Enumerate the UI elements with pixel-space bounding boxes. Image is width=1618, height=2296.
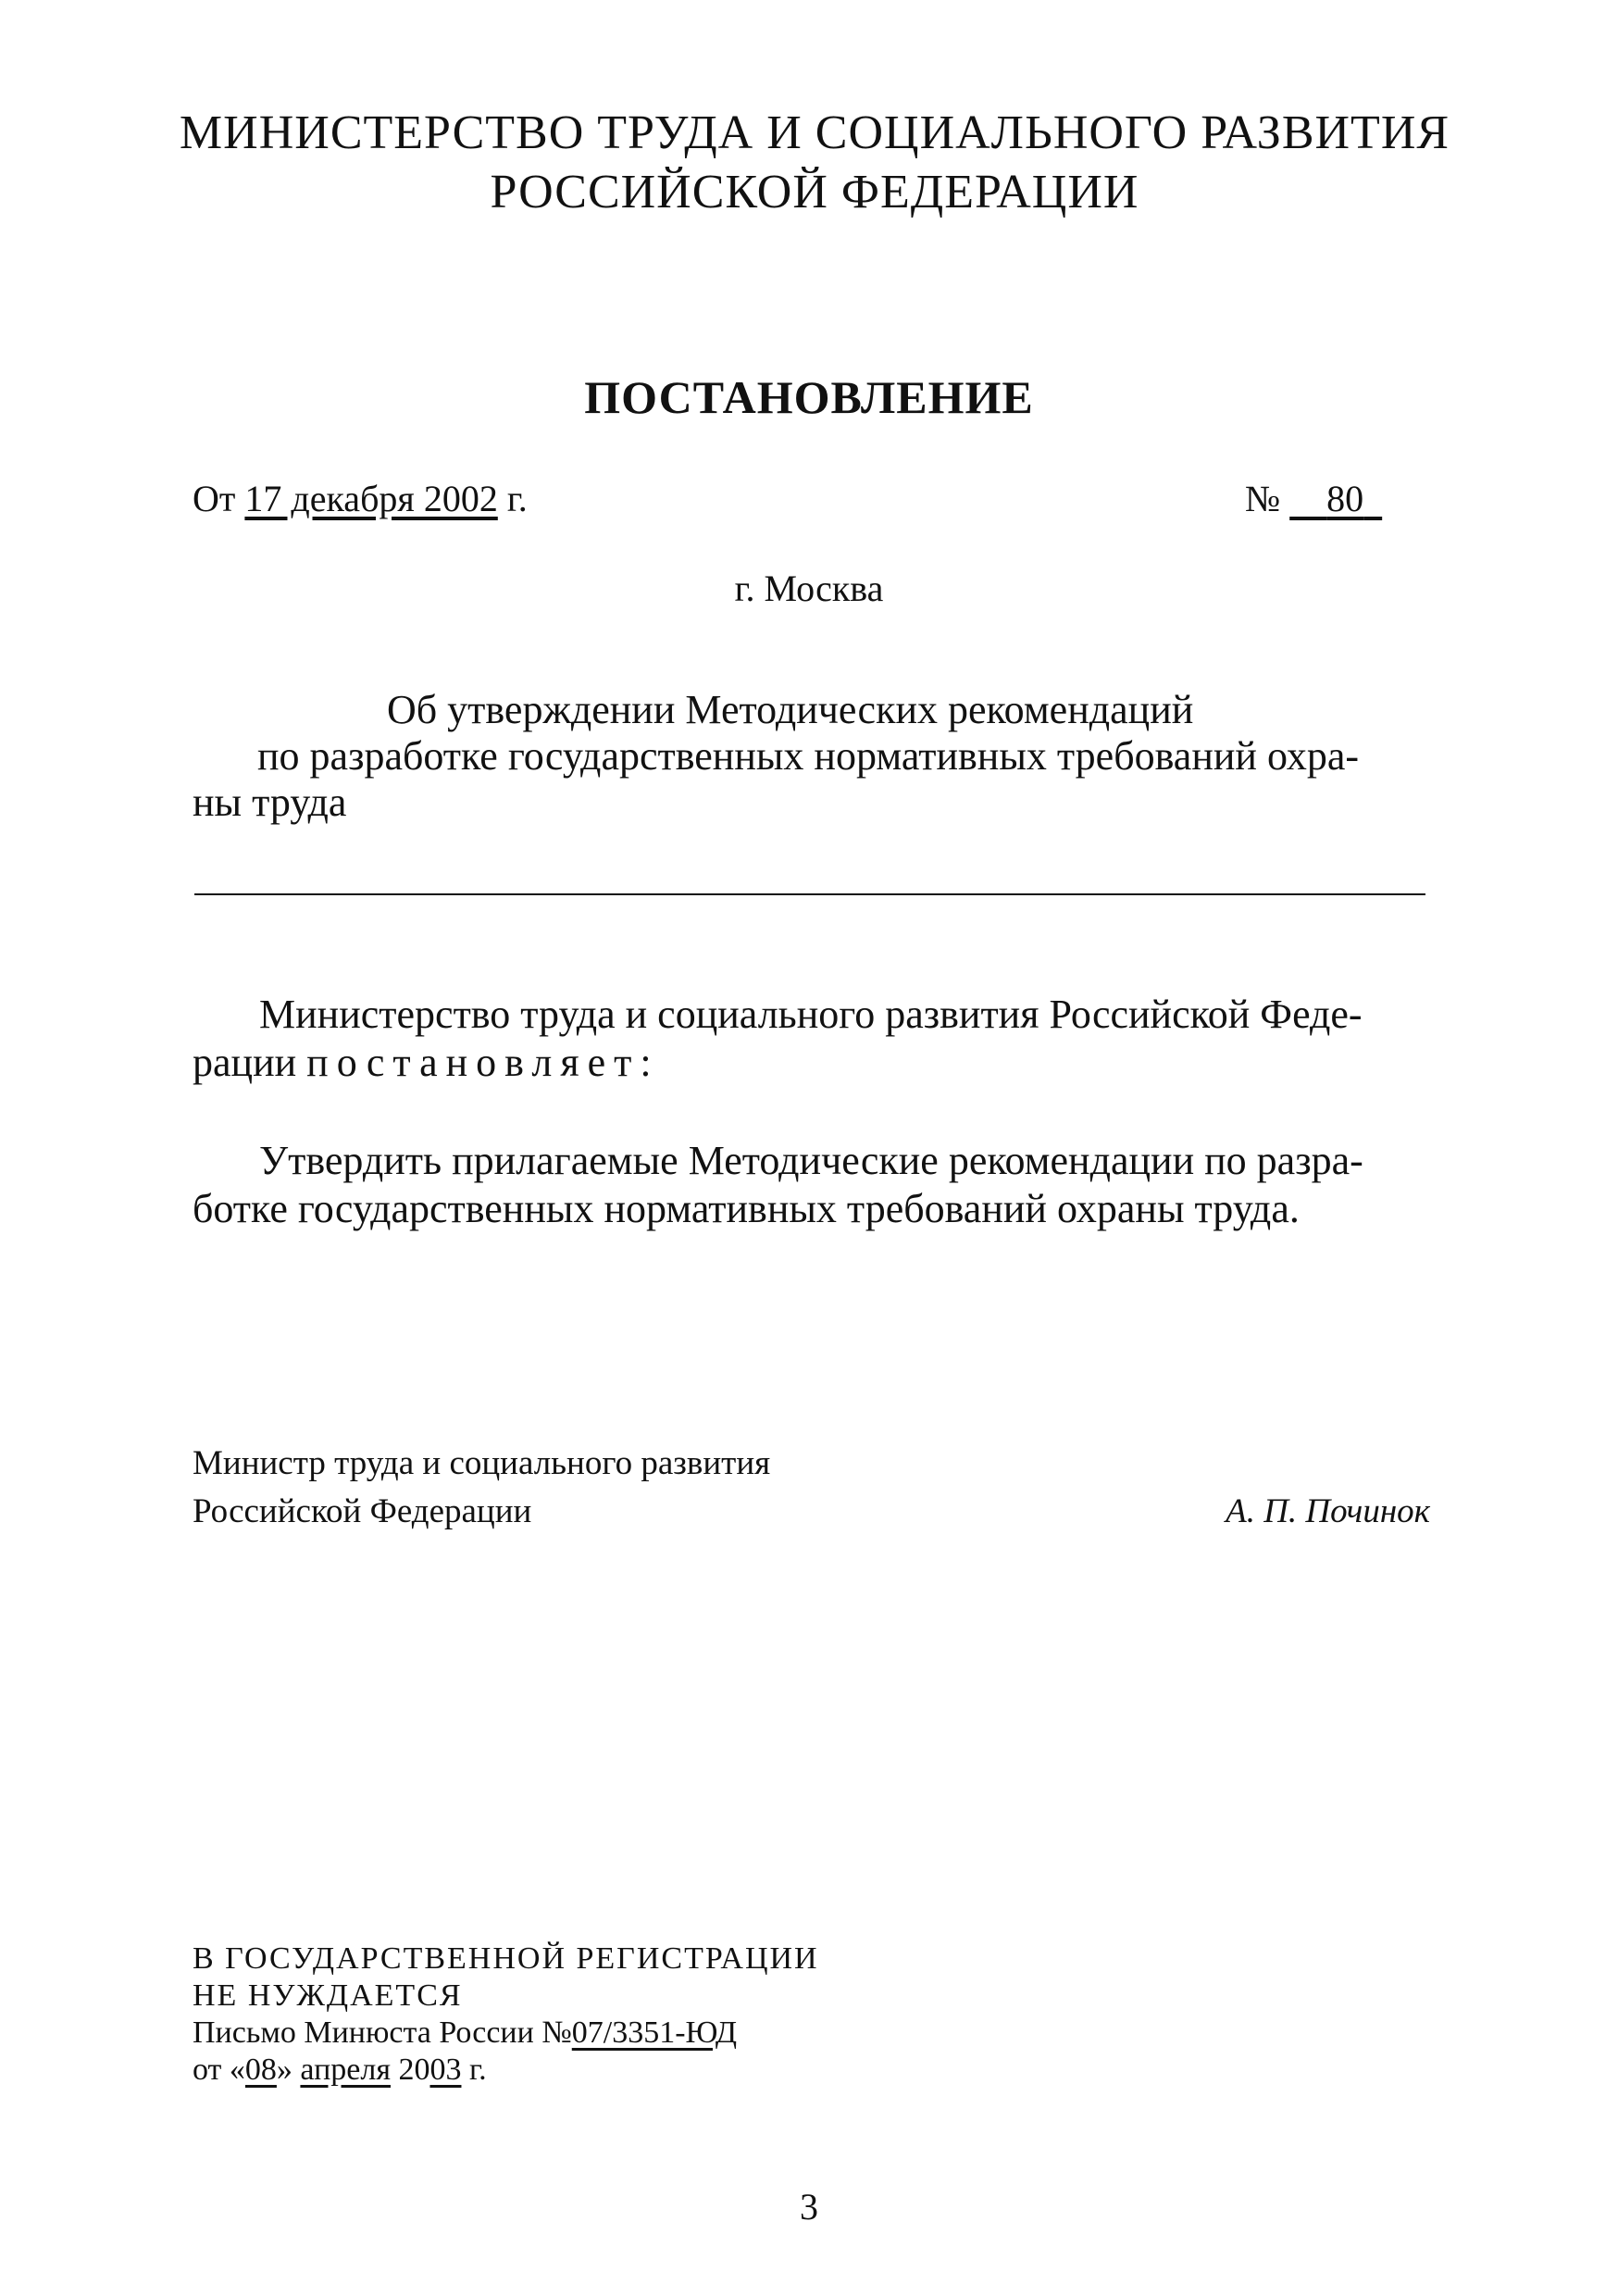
date-prefix: От	[193, 478, 236, 519]
registration-letter	[193, 2015, 819, 2052]
date-value: 17 декабря 2002	[244, 478, 498, 519]
registration-date-month: апреля	[300, 2053, 391, 2087]
document-subject	[193, 687, 1433, 826]
registration-date	[193, 2052, 819, 2089]
signatory-position-line2: Российской Федерации	[193, 1492, 532, 1530]
registration-line1: В ГОСУДАРСТВЕННОЙ РЕГИСТРАЦИИ	[193, 1941, 819, 1976]
registration-note	[193, 1940, 819, 2089]
number-label: №	[1245, 478, 1281, 519]
registration-letter-number: 07/3351-ЮД	[571, 2015, 738, 2050]
registration-date-year-suffix: 03	[429, 2053, 462, 2087]
registration-date-mid: »	[276, 2053, 301, 2087]
registration-date-end: г.	[461, 2053, 487, 2087]
signatory-position	[193, 1440, 770, 1536]
subject-line1: Об утверждении Методических рекомендаций	[387, 687, 1194, 732]
document-date	[193, 477, 528, 520]
preamble-line1: Министерство труда и социального развития Российской Феде-	[259, 992, 1363, 1037]
preamble-resolves-word: постановляет:	[306, 1040, 660, 1085]
horizontal-divider	[194, 893, 1425, 895]
preamble-paragraph	[193, 991, 1433, 1087]
resolution-line2: ботке государственных нормативных требований охраны труда.	[193, 1186, 1300, 1231]
document-city: г. Москва	[734, 568, 884, 609]
preamble-line2-prefix: рации	[193, 1040, 297, 1085]
subject-line2: по разработке государственных нормативных требований охра-	[257, 733, 1360, 779]
document-number	[1245, 477, 1382, 520]
ministry-header	[139, 104, 1490, 222]
signatory-name: А. П. Починок	[1226, 1492, 1430, 1530]
subject-line3: ны труда	[193, 780, 347, 825]
number-value: 80	[1326, 478, 1364, 519]
registration-line2: НЕ НУЖДАЕТСЯ	[193, 1978, 463, 2013]
registration-date-year-prefix: 20	[390, 2053, 430, 2087]
resolution-paragraph	[193, 1137, 1433, 1233]
preamble-line2	[193, 1039, 1433, 1087]
page-number: 3	[800, 2186, 818, 2227]
registration-letter-prefix: Письмо Минюста России №	[193, 2015, 572, 2050]
registration-date-day: 08	[244, 2053, 277, 2087]
signatory-position-line1: Министр труда и социального развития	[193, 1444, 771, 1482]
ministry-header-line2: РОССИЙСКОЙ ФЕДЕРАЦИИ	[490, 166, 1139, 218]
ministry-header-line1: МИНИСТЕРСТВО ТРУДА И СОЦИАЛЬНОГО РАЗВИТИЯ	[179, 106, 1450, 159]
date-suffix: г.	[506, 478, 528, 519]
resolution-line1: Утвердить прилагаемые Методические рекомендации по разра-	[259, 1138, 1363, 1183]
document-type-title: ПОСТАНОВЛЕНИЕ	[584, 371, 1034, 423]
registration-date-prefix: от «	[193, 2053, 245, 2087]
